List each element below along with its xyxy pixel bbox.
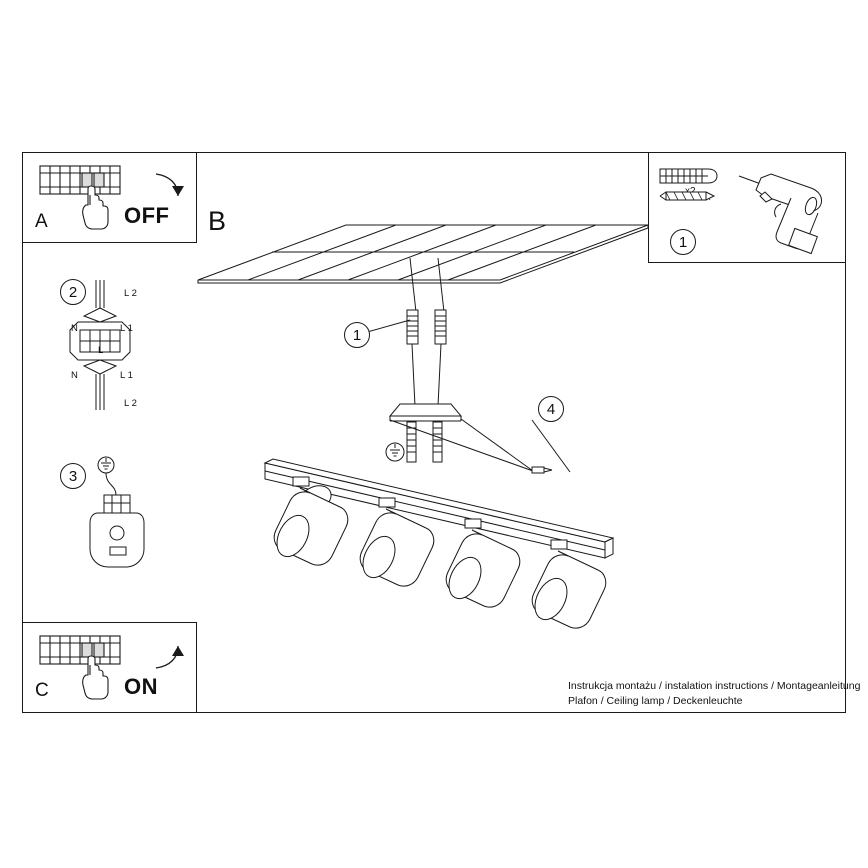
step-3-badge: 3 <box>60 463 86 489</box>
panel-c-action-label: ON <box>124 674 158 699</box>
wire-label-n-top: N <box>71 323 78 334</box>
frame-bottom-line <box>22 712 846 713</box>
callout-4-badge: 4 <box>538 396 564 422</box>
panel-a-divider-horizontal <box>22 242 197 243</box>
frame-left-line <box>22 152 23 712</box>
power-drill-icon <box>737 166 832 256</box>
frame-top-line <box>22 152 846 153</box>
panel-1-divider-horizontal <box>648 262 846 263</box>
frame-right-line <box>845 152 846 712</box>
panel-c-divider-vertical <box>196 622 197 712</box>
step-1-parts-icon <box>656 163 746 208</box>
wire-label-l2-top: L 2 <box>124 288 137 299</box>
step-1-badge: 1 <box>670 229 696 255</box>
callout-4-leader-line <box>522 420 577 480</box>
wire-label-l2-bottom: L 2 <box>124 398 137 409</box>
callout-1-badge: 1 <box>344 322 370 348</box>
panel-a-letter: A <box>35 211 48 232</box>
wire-label-l1-bottom: L 1 <box>120 370 133 381</box>
wire-label-n-bottom: N <box>71 370 78 381</box>
panel-c-letter: C <box>35 680 49 701</box>
wire-label-l1-top: L 1 <box>120 323 133 334</box>
caption-line-2: Plafon / Ceiling lamp / Deckenleuchte <box>568 695 743 707</box>
panel-a-breaker-off-icon <box>38 162 193 237</box>
wire-label-center-l: L <box>98 345 104 356</box>
panel-b-letter: B <box>208 206 227 236</box>
mounting-bracket-icon <box>88 455 150 570</box>
lamp-assembly-icon <box>255 256 675 626</box>
panel-c-divider-horizontal <box>22 622 197 623</box>
caption-line-1: Instrukcja montażu / instalation instructions / Montageanleitung <box>568 680 861 692</box>
panel-a-action-label: OFF <box>124 203 170 228</box>
panel-c-breaker-on-icon <box>38 632 193 707</box>
step-2-badge: 2 <box>60 279 86 305</box>
